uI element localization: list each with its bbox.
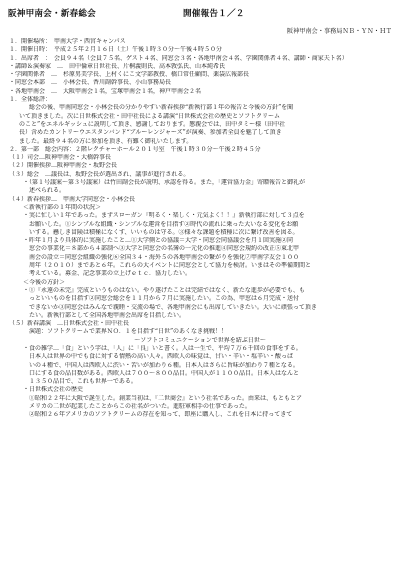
text-line: ＜今後の方針＞: [23, 278, 66, 286]
text-line: １．全体総評：: [9, 96, 52, 104]
text-line: ・昨年１月より具体的に実施したこと…①大学側との協議＝大学・同窓会同協議会を月１回実施②同: [23, 237, 294, 245]
text-line: ・学園関係者 … 杉原男美学長、上村くにこ文学部教授、橋口常任顧問、薬袋広報部長: [9, 71, 250, 79]
organizer-line: 阪神甲南会・事務局ＮＢ・ＹＮ・ＨＴ: [286, 28, 392, 35]
text-line: お願いした。①シンプルな組織・シンプルな運営を目指す②時代の流れに乗った大いなる変化をお願: [29, 220, 299, 228]
text-line: ・食の雑学…「食」という字は、「人」に「良」いと書く。人は一生で、平均７万６千回の食事をする。: [23, 344, 302, 352]
text-line: っといいものを目指す②同窓会総会を１１月から７月に実施したい。この為、甲窓は６月完成・送付: [29, 295, 300, 303]
text-line: いする。懸しき冒険は積極になくす、いいものは守る。③様々な課題を積極に次に繋げ改善を図る。: [29, 228, 299, 236]
text-line: ました。最終９４名の方に参加を頂き、有難く御礼いたします。: [19, 137, 193, 145]
text-line: 口にする食の品目数がある。西欧人は７００～８００品目。中国人が１１００品目。日本人はなんと: [29, 369, 300, 377]
text-line: 南会の設立＝同窓会組織の強化⑥全国３４・海外５の各地甲南会の繋がりを強化⑦甲南学友会１００: [29, 253, 300, 261]
text-line: （２）開催挨拶…阪神甲南会・坂野会長: [9, 162, 118, 170]
text-line: １３５０品目で、これも世界一である。: [29, 378, 137, 386]
text-line: いの４種で、中国人は西欧人に渋い・苦いが加わり６種。日本人はさらに旨味が加わり７種となる。: [29, 361, 299, 369]
text-line: ～ソフトコミュニケーションで世界を結ぶ日世～: [134, 336, 266, 344]
text-line: １．出席者 ： 会員９４名（会員７５名、ゲスト４名、同窓会３名・各地甲南会４名、学園関係者４名、講師・商家夫ト名）: [9, 54, 348, 62]
text-line: ＜新執行部の１年間の状況＞: [23, 203, 102, 211]
text-line: ②昭和２６年アメリカのソフトクリームの存在を知って、即座に購入し、これを日本に持ってきて: [29, 411, 293, 419]
text-line: ・実に忙しい１年であった。まずスローガン『明るく・楽しく・元気よく！！』新執行部に対して３点を: [23, 212, 305, 220]
text-line: ・①『永遠の未完』完成というものはない。やり遂げたことは完結ではなく、新たな進歩が必要でも、も: [23, 286, 305, 294]
document-body: [9, 38, 391, 420]
text-line: １．開催日時： 平成２５年２月１６日（土）午後１時３０分～午後４時５０分: [9, 46, 223, 54]
text-line: ２．第一部 総会内容：２階レクチャーホール２０１号室 午後１時３０分～午後２時４５分: [9, 145, 261, 153]
text-line: 総会の後、甲南同窓会・小林会長の分かりやすい新春挨拶“新執行部１年の報告と今後の方針”を聞: [29, 104, 294, 112]
text-line: １．開催場所： 甲南大学・西宮キャンパス: [9, 38, 126, 45]
text-line: のこと”をエネルギッシュに説明して頂き、感謝しております。懇親会では、田中タミー様（田中社: [19, 120, 286, 128]
text-line: （３）総会 …議長は、坂野会長が選出され、議事が進行される。: [9, 170, 190, 178]
text-line: 日本人は世界の中でも食に対する情熱の高い人々。西欧人の味覚は、甘い・辛い・塩辛い・酸っぱ: [29, 353, 294, 361]
text-line: ・（第１号議案～第３号議案）は竹田副会長が説明、承認を得る。また，「運営協力金」寄贈報告と御礼が: [23, 179, 306, 187]
text-line: いて頂きました。次に日世株式会社・田中社長による講演“日世株式会社の歴史とソフトクリーム: [19, 112, 280, 120]
text-line: （４）新春挨拶… 甲南大学同窓会・小林会長: [9, 195, 136, 203]
document-header: [8, 7, 392, 21]
text-line: （５）新春講演 …日世株式会社・田中社長: [9, 320, 130, 328]
text-line: ・講師＆演奏家 … 田中倫章日世社長、片桐義則氏、高本敦弘氏、山本純希氏: [9, 62, 226, 70]
text-line: ・同窓会本部 … 小林会長、香川副幹事長、小山事務局長: [9, 79, 172, 87]
text-line: （１）司会…阪神甲南会・大橋幹事長: [9, 154, 112, 162]
text-line: ・各地甲南会 … 大阪甲南会１名，宝塚甲南会１名，神戸甲南会２名: [9, 87, 202, 95]
text-line: 周年（２０１０）まであと６年。これらの大イベントに同窓会として協力を検討。いまはその準備期間と: [29, 262, 312, 270]
text-line: ①昭和２２年に大阪で誕生した。創業当初は、『二世商会』という社名であった。由来は、もともとア: [29, 394, 302, 402]
document-title: 阪神甲南会・新春総会: [8, 9, 96, 19]
text-line: 考えている。募金、記念事業の立上げｅｔｃ．協力したい。: [29, 270, 192, 278]
text-line: メリカの二世が起業したことからこの社名がついた。進駐軍相手の仕事であった。: [29, 403, 251, 411]
text-line: 窓会の事業化＝８部から４部制へ③大学と同窓会の名簿の一元化の推進④同窓会規約の改正⑤東北甲: [29, 245, 300, 253]
text-line: できないか③同窓会はみんなで親睦・交流の場で、各地甲南会にも出席していきたい。大いに頑張って頂き: [29, 303, 317, 311]
text-line: ・日世株式会社の歴史: [23, 386, 84, 394]
text-line: 述べられる。: [29, 187, 66, 195]
report-page-label: 開催報告１／２: [183, 9, 245, 19]
text-line: 長）含めたカントリーウエスタンバンド“ブルーレンジャーズ”が演奏、参加者全員を魅了して頂き: [19, 129, 282, 137]
text-line: 演題：ソフトクリームで業界ＮＯ．１を目指す“日世”のあくなき挑戦！！: [29, 328, 228, 336]
text-line: たい。新執行部として全国各地甲南会出席を目指したい。: [29, 311, 186, 319]
